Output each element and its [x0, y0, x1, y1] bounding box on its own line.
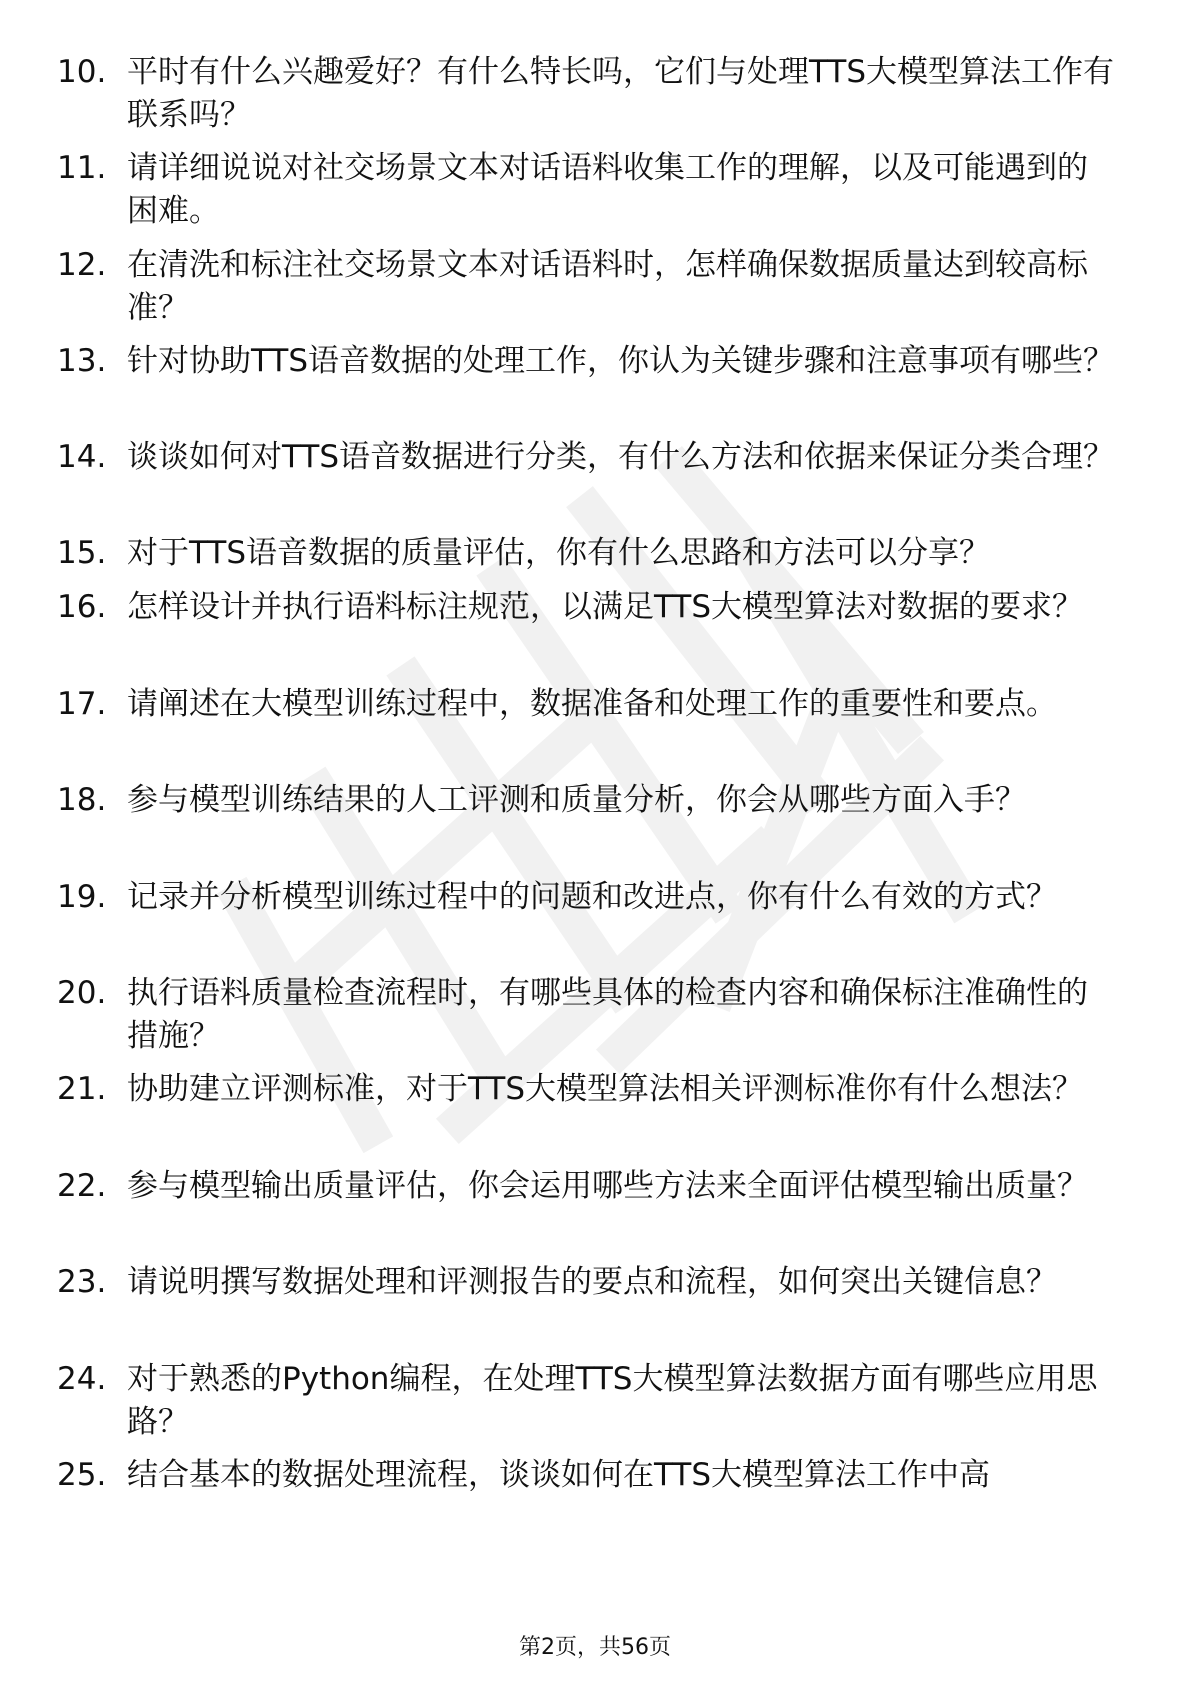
question-text: 协助建立评测标准，对于TTS大模型算法相关评测标准你有什么想法？: [127, 1071, 1084, 1107]
question-text: 针对协助TTS语音数据的处理工作，你认为关键步骤和注意事项有哪些？: [127, 343, 1115, 379]
question-number: 17.: [57, 686, 107, 722]
question-text: 结合基本的数据处理流程，谈谈如何在TTS大模型算法工作中高: [127, 1457, 991, 1493]
question-number: 20.: [57, 975, 107, 1011]
question-text: 怎样设计并执行语料标注规范，以满足TTS大模型算法对数据的要求？: [127, 589, 1084, 625]
question-text: 请说明撰写数据处理和评测报告的要点和流程，如何突出关键信息？: [127, 1264, 1057, 1300]
page-footer: 第2页，共56页: [519, 1635, 671, 1660]
question-text: 对于熟悉的Python编程，在处理TTS大模型算法数据方面有哪些应用思路？: [127, 1361, 1098, 1440]
question-number: 12.: [57, 247, 107, 283]
question-number: 22.: [57, 1168, 107, 1204]
question-number: 25.: [57, 1457, 107, 1493]
question-number: 15.: [57, 535, 107, 571]
question-text: 在清洗和标注社交场景文本对话语料时，怎样确保数据质量达到较高标准？: [127, 247, 1088, 326]
question-text: 执行语料质量检查流程时，有哪些具体的检查内容和确保标注准确性的措施？: [127, 975, 1088, 1054]
question-text: 平时有什么兴趣爱好？有什么特长吗，它们与处理TTS大模型算法工作有联系吗？: [127, 54, 1115, 133]
question-number: 11.: [57, 150, 107, 186]
question-number: 24.: [57, 1361, 107, 1397]
question-text: 请阐述在大模型训练过程中，数据准备和处理工作的重要性和要点。: [127, 686, 1057, 722]
question-number: 14.: [57, 439, 107, 475]
question-text: 记录并分析模型训练过程中的问题和改进点，你有什么有效的方式？: [127, 879, 1057, 915]
question-text: 参与模型训练结果的人工评测和质量分析，你会从哪些方面入手？: [127, 782, 1026, 818]
question-text: 谈谈如何对TTS语音数据进行分类，有什么方法和依据来保证分类合理？: [127, 439, 1115, 475]
question-number: 10.: [57, 54, 107, 90]
question-text: 对于TTS语音数据的质量评估，你有什么思路和方法可以分享？: [127, 535, 991, 571]
question-number: 21.: [57, 1071, 107, 1107]
question-number: 13.: [57, 343, 107, 379]
question-number: 18.: [57, 782, 107, 818]
question-text: 请详细说说对社交场景文本对话语料收集工作的理解，以及可能遇到的困难。: [127, 150, 1088, 229]
question-number: 23.: [57, 1264, 107, 1300]
question-number: 19.: [57, 879, 107, 915]
question-text: 参与模型输出质量评估，你会运用哪些方法来全面评估模型输出质量？: [127, 1168, 1088, 1204]
question-number: 16.: [57, 589, 107, 625]
